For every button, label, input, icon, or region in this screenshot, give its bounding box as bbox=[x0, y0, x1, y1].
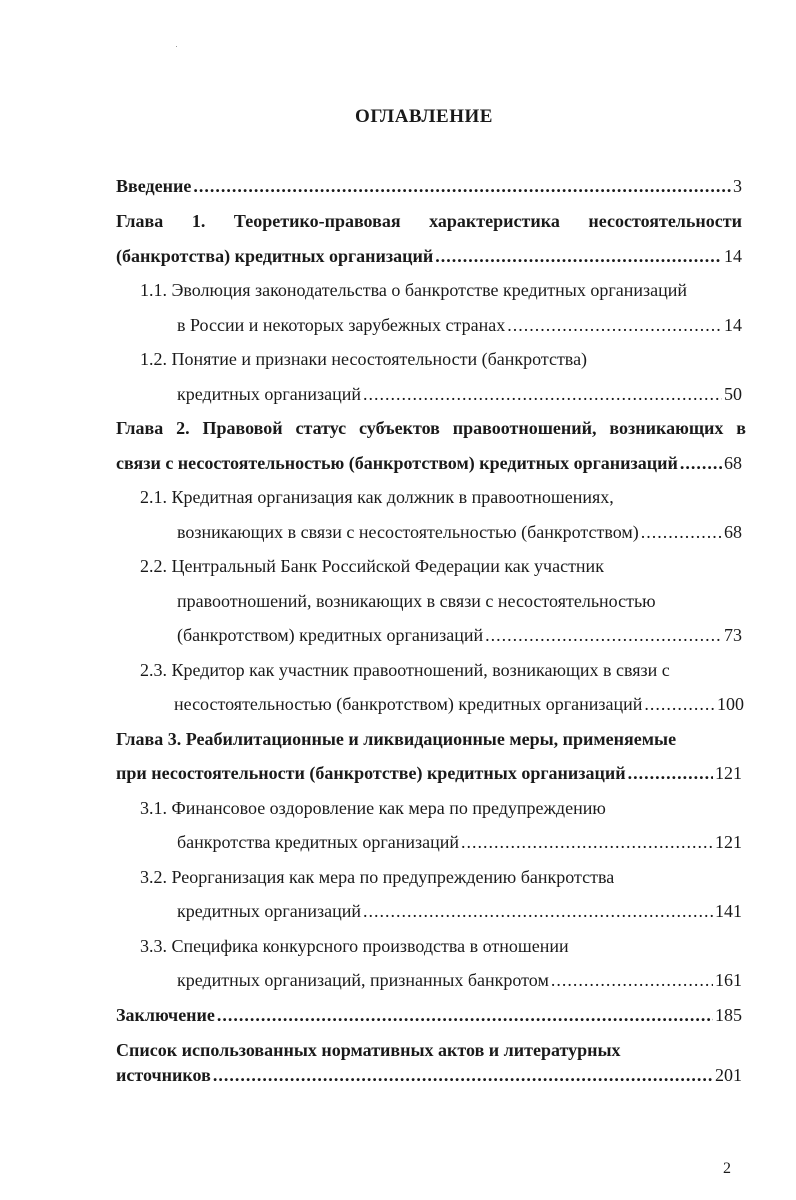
toc-s2-1-page: 68 bbox=[724, 522, 742, 542]
toc-ch1-line2: (банкротства) кредитных организаций bbox=[116, 246, 434, 266]
leader-dots bbox=[193, 175, 731, 197]
leader-dots bbox=[485, 624, 722, 646]
toc-s2-2-page: 73 bbox=[724, 625, 742, 645]
toc-s3-3-page: 161 bbox=[715, 970, 742, 990]
toc-s2-2-line2: правоотношений, возникающих в связи с несостоятельностью bbox=[177, 591, 656, 611]
leader-dots bbox=[213, 1064, 713, 1086]
toc-ch1-page: 14 bbox=[724, 246, 742, 266]
toc-intro bbox=[116, 175, 742, 197]
toc-s3-2-page: 141 bbox=[715, 901, 742, 921]
toc-ch3 bbox=[116, 762, 742, 784]
toc-refs bbox=[116, 1064, 742, 1086]
toc-s3-3 bbox=[177, 969, 742, 991]
toc-ch2-line2: связи с несостоятельностью (банкротством) кредитных организаций bbox=[116, 453, 678, 473]
toc-ch3-page: 121 bbox=[715, 763, 742, 783]
toc-ch2-page: 68 bbox=[724, 453, 742, 473]
toc-conclusion-page: 185 bbox=[715, 1005, 742, 1025]
leader-dots bbox=[507, 314, 722, 336]
toc-s1-2-line1: 1.2. Понятие и признаки несостоятельности (банкротства) bbox=[140, 349, 588, 369]
leader-dots bbox=[435, 245, 722, 267]
toc-s3-1-line2: банкротства кредитных организаций bbox=[177, 832, 459, 852]
toc-s1-2-page: 50 bbox=[724, 384, 742, 404]
toc-ch2 bbox=[116, 452, 742, 474]
scan-speck bbox=[176, 46, 177, 47]
toc-s1-1-line1: 1.1. Эволюция законодательства о банкротстве кредитных организаций bbox=[140, 280, 688, 300]
toc-s2-3-page: 100 bbox=[717, 694, 744, 714]
toc-s2-1-line1: 2.1. Кредитная организация как должник в правоотношениях, bbox=[140, 487, 614, 507]
toc-s3-2-line2: кредитных организаций bbox=[177, 901, 362, 921]
toc-s3-1-page: 121 bbox=[715, 832, 742, 852]
toc-s1-2 bbox=[177, 383, 742, 405]
toc-s3-1 bbox=[177, 831, 742, 853]
page-title: ОГЛАВЛЕНИЕ bbox=[355, 106, 493, 127]
toc-s2-2-line1: 2.2. Центральный Банк Российской Федерации как участник bbox=[140, 556, 604, 576]
toc-s2-1-line2: возникающих в связи с несостоятельностью (банкротством) bbox=[177, 522, 639, 542]
leader-dots bbox=[217, 1004, 713, 1026]
toc-s3-2 bbox=[177, 900, 742, 922]
leader-dots bbox=[641, 521, 722, 543]
toc-ch3-line2: при несостоятельности (банкротстве) кредитных организаций bbox=[116, 763, 626, 783]
toc-s2-2-line3: (банкротством) кредитных организаций bbox=[177, 625, 484, 645]
toc-s2-1 bbox=[177, 521, 742, 543]
leader-dots bbox=[363, 900, 713, 922]
page-number: 2 bbox=[723, 1160, 731, 1177]
toc-ch1-line1: Глава 1. Теоретико-правовая характеристика несостоятельности bbox=[116, 211, 742, 231]
toc-s3-1-line1: 3.1. Финансовое оздоровление как мера по предупреждению bbox=[140, 798, 606, 818]
toc-intro-title: Введение bbox=[116, 176, 192, 196]
toc-s3-3-line2: кредитных организаций, признанных банкротом bbox=[177, 970, 549, 990]
leader-dots bbox=[551, 969, 713, 991]
leader-dots bbox=[644, 693, 715, 715]
toc-s2-3-line2: несостоятельностью (банкротством) кредитных организаций bbox=[174, 694, 643, 714]
leader-dots bbox=[628, 762, 713, 784]
toc-conclusion-title: Заключение bbox=[116, 1005, 215, 1025]
toc-s1-1-page: 14 bbox=[724, 315, 742, 335]
toc-s2-2 bbox=[177, 624, 742, 646]
toc-s2-3 bbox=[174, 693, 744, 715]
toc-s3-3-line1: 3.3. Специфика конкурсного производства в отношении bbox=[140, 936, 569, 956]
toc-ch2-line1: Глава 2. Правовой статус субъектов правоотношений, возникающих в bbox=[116, 418, 746, 438]
toc-s1-1-line2: в России и некоторых зарубежных странах bbox=[177, 315, 506, 335]
toc-ch1 bbox=[116, 245, 742, 267]
toc-s3-2-line1: 3.2. Реорганизация как мера по предупреждению банкротства bbox=[140, 867, 615, 887]
leader-dots bbox=[680, 452, 722, 474]
toc-intro-page: 3 bbox=[733, 176, 742, 196]
toc-refs-line2: источников bbox=[116, 1065, 211, 1085]
toc-s1-2-line2: кредитных организаций bbox=[177, 384, 362, 404]
toc-ch3-line1: Глава 3. Реабилитационные и ликвидационные меры, применяемые bbox=[116, 729, 677, 749]
toc-refs-line1: Список использованных нормативных актов и литературных bbox=[116, 1040, 621, 1060]
toc-s2-3-line1: 2.3. Кредитор как участник правоотношений, возникающих в связи с bbox=[140, 660, 670, 680]
leader-dots bbox=[461, 831, 713, 853]
toc-conclusion bbox=[116, 1004, 742, 1026]
leader-dots bbox=[363, 383, 722, 405]
toc-refs-page: 201 bbox=[715, 1065, 742, 1085]
toc-s1-1 bbox=[177, 314, 742, 336]
